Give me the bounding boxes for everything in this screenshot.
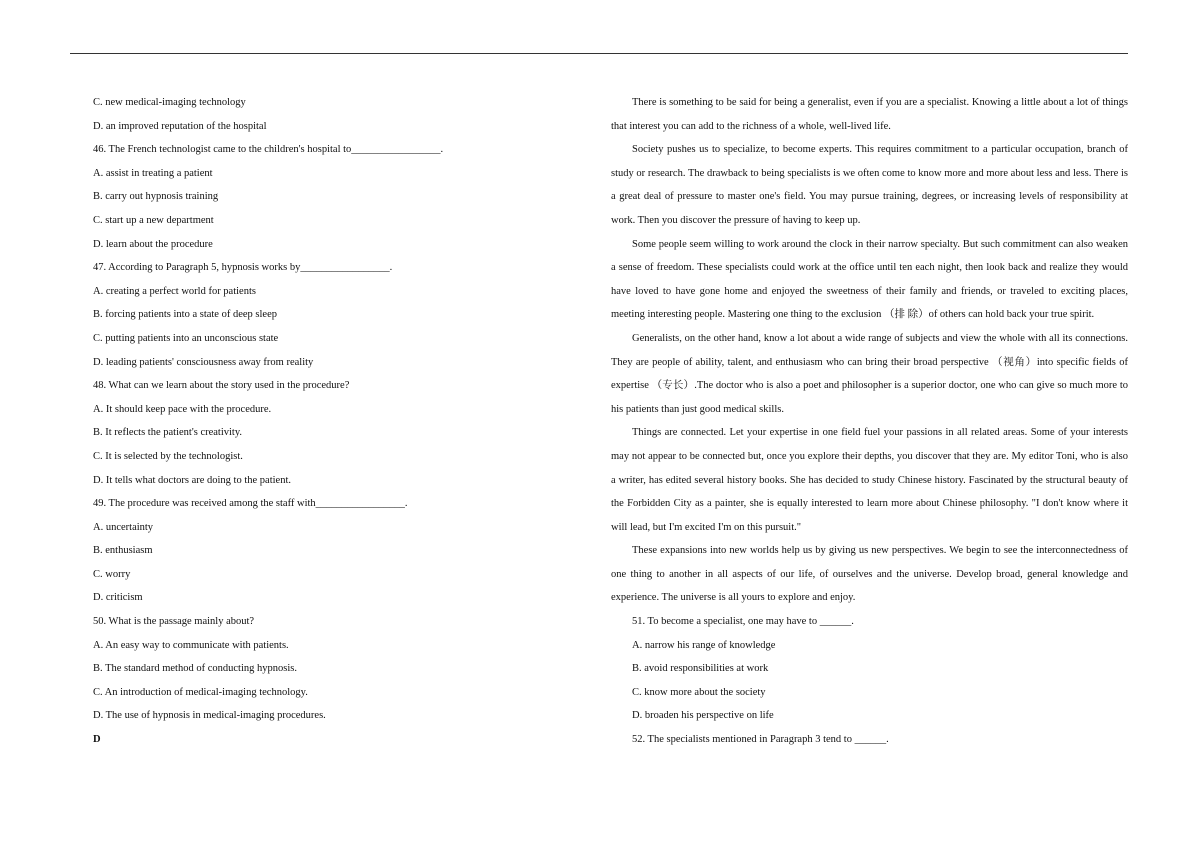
option-line: D. leading patients' consciousness away from reality — [93, 356, 314, 368]
option-line: C. new medical-imaging technology — [93, 97, 246, 108]
right-column — [611, 91, 1128, 779]
left-column — [93, 91, 573, 779]
question-52: 52. The specialists mentioned in Paragraph 3 tend to ______. — [632, 734, 889, 746]
option-line: B. It reflects the patient's creativity. — [93, 427, 243, 439]
option-line: B. avoid responsibilities at work — [632, 663, 769, 675]
option-line: D. It tells what doctors are doing to the patient. — [93, 474, 291, 486]
option-line: A. narrow his range of knowledge — [632, 639, 776, 651]
question-50: 50. What is the passage mainly about? — [93, 616, 255, 628]
option-line: A. It should keep pace with the procedure. — [93, 403, 272, 415]
option-line: C. start up a new department — [93, 214, 214, 226]
option-line: B. The standard method of conducting hypnosis. — [93, 663, 297, 675]
option-line: A. creating a perfect world for patients — [93, 285, 256, 297]
option-line: C. know more about the society — [632, 686, 766, 698]
question-51: 51. To become a specialist, one may have to ______. — [632, 616, 854, 628]
passage-paragraph-4: Generalists, on the other hand, know a lot about a wide range of subjects and view the whole with all its connections. They are people of ability, talent, and enthusiasm who can bring their broad perspective （视角）into specific fields of expertise （专长）.The doctor who is also a poet and philosopher is a superior doctor, one who can give so much more to his patients than just good medical skills. — [611, 332, 1128, 415]
question-48: 48. What can we learn about the story used in the procedure? — [93, 380, 350, 392]
question-47: 47. According to Paragraph 5, hypnosis works by_________________. — [93, 262, 393, 274]
option-line: A. uncertainty — [93, 521, 154, 533]
option-line: C. It is selected by the technologist. — [93, 450, 243, 462]
header-rule — [70, 53, 1128, 54]
option-line: C. worry — [93, 568, 131, 580]
question-46: 46. The French technologist came to the children's hospital to_________________. — [93, 144, 444, 156]
passage-paragraph-3: Some people seem willing to work around the clock in their narrow specialty. But such commitment can also weaken a sense of freedom. These specialists could work at the office until ten each night, then look back and realize they would have loved to have gone home and enjoyed the sweetness of their family and friends, or traveled to exciting places, meeting interesting people. Mastering one thing to the exclusion （排 除）of others can hold back your true spirit. — [611, 238, 1128, 321]
option-line: C. An introduction of medical-imaging technology. — [93, 686, 308, 698]
passage-paragraph-5: Things are connected. Let your expertise in one field fuel your passions in all related areas. Some of your interests may not appear to be connected but, once you explore their depths, you discover that they are. My editor Toni, who is also a writer, has edited several history books. She has decided to study Chinese history. Fascinated by the structural beauty of the Forbidden City as a painter, she is equally interested to learn more about Chinese philosophy. "I don't know where it will lead, but I'm excited I'm on this pursuit." — [611, 427, 1128, 533]
option-line: D. The use of hypnosis in medical-imaging procedures. — [93, 710, 326, 722]
option-line: A. assist in treating a patient — [93, 167, 213, 179]
option-line: B. forcing patients into a state of deep sleep — [93, 309, 277, 321]
passage-paragraph-2: Society pushes us to specialize, to become experts. This requires commitment to a particular occupation, branch of study or research. The drawback to being specialists is we often come to know more and more about less and less. There is a great deal of pressure to master one's field. You may pursue training, degrees, or increasing levels of responsibility at work. Then you discover the pressure of having to keep up. — [611, 144, 1128, 226]
question-49: 49. The procedure was received among the staff with_________________. — [93, 498, 408, 510]
passage-paragraph-1: There is something to be said for being a generalist, even if you are a specialist. Knowing a little about a lot of things that interest you can add to the richness of a whole, well-lived life. — [611, 97, 1128, 132]
option-line: B. enthusiasm — [93, 545, 153, 557]
option-line: A. An easy way to communicate with patients. — [93, 639, 289, 651]
passage-paragraph-6: These expansions into new worlds help us by giving us new perspectives. We begin to see the interconnectedness of one thing to another in all aspects of our life, of ourselves and the universe. Develop broad, general knowledge and experience. The universe is all yours to explore and enjoy. — [611, 545, 1128, 604]
option-line: D. criticism — [93, 592, 143, 604]
option-line: D. an improved reputation of the hospital — [93, 120, 267, 132]
option-line: C. putting patients into an unconscious state — [93, 332, 279, 344]
section-label-d: D — [93, 734, 101, 746]
option-line: D. learn about the procedure — [93, 238, 213, 250]
option-line: D. broaden his perspective on life — [632, 710, 774, 722]
option-line: B. carry out hypnosis training — [93, 191, 219, 203]
